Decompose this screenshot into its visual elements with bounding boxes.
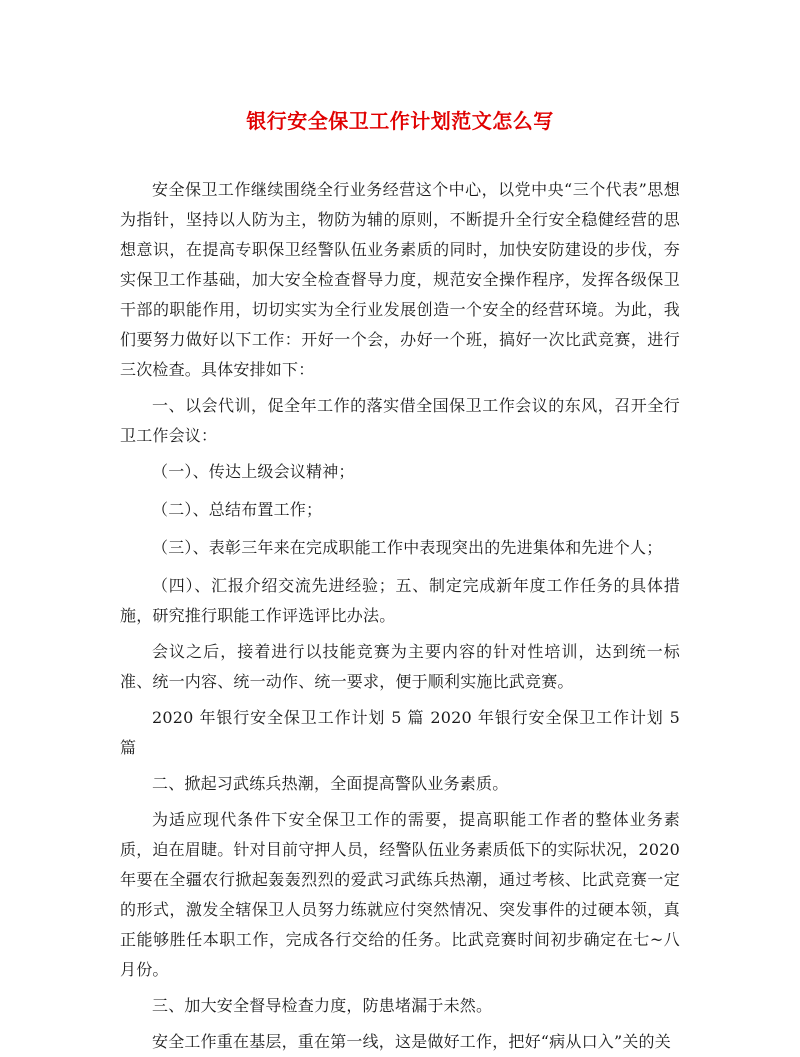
document-title: 银行安全保卫工作计划范文怎么写 xyxy=(246,109,554,133)
paragraph-after-meeting: 会议之后，接着进行以技能竞赛为主要内容的针对性培训，达到统一标准、统一内容、统一动作、统一要求，便于顺利实施比武竞赛。 xyxy=(120,642,680,691)
paragraph-intro: 安全保卫工作继续围绕全行业务经营这个中心，以党中央“三个代表”思想为指针，坚持以人防为主，物防为辅的原则，不断提升全行安全稳健经营的思想意识，在提高专职保卫经警队伍业务素质的同时，加快安防建设的步伐，夯实保卫工作基础，加大安全检查督导力度，规范安全操作程序，发挥各级保卫干部的职能作用，切切实实为全行业发展创造一个安全的经营环境。为此，我们要努力做好以下工作：开好一个会，办好一个班，搞好一次比武竞赛，进行三次检查。具体安排如下： xyxy=(120,180,680,379)
list-item-1: （一）、传达上级会议精神； xyxy=(152,462,355,481)
list-item-2: （二）、总结布置工作； xyxy=(152,500,323,519)
paragraph-plan-reference: 2020 年银行安全保卫工作计划 5 篇 2020 年银行安全保卫工作计划 5 篇 xyxy=(120,708,680,757)
paragraph-section-3-body: 安全工作重在基层，重在第一线，这是做好工作，把好“病从口入”关的关 xyxy=(152,1032,671,1051)
paragraph-section-2-heading: 二、掀起习武练兵热潮，全面提高警队业务素质。 xyxy=(152,774,509,793)
paragraph-section-2-body: 为适应现代条件下安全保卫工作的需要，提高职能工作者的整体业务素质，迫在眉睫。针对目前守押人员，经警队伍业务素质低下的实际状况，2020 年要在全疆农行掀起轰轰烈烈的爱武习武练兵热潮，通过考核、比武竞赛一定的形式，激发全辖保卫人员努力练就应付突然情况、突发事件的过硬本领，真正能够胜任本职工作，完成各行交给的任务。比武竞赛时间初步确定在七~八月份。 xyxy=(120,810,680,979)
list-item-3: （三）、表彰三年来在完成职能工作中表现突出的先进集体和先进个人； xyxy=(152,538,663,557)
paragraph-section-1-heading: 一、以会代训，促全年工作的落实借全国保卫工作会议的东风，召开全行卫工作会议： xyxy=(120,396,680,445)
document-body xyxy=(120,175,680,1057)
paragraph-section-3-heading: 三、加大安全督导检查力度，防患堵漏于未然。 xyxy=(152,996,493,1015)
list-item-4: （四）、汇报介绍交流先进经验；五、制定完成新年度工作任务的具体措施，研究推行职能工作评选评比办法。 xyxy=(120,576,680,625)
